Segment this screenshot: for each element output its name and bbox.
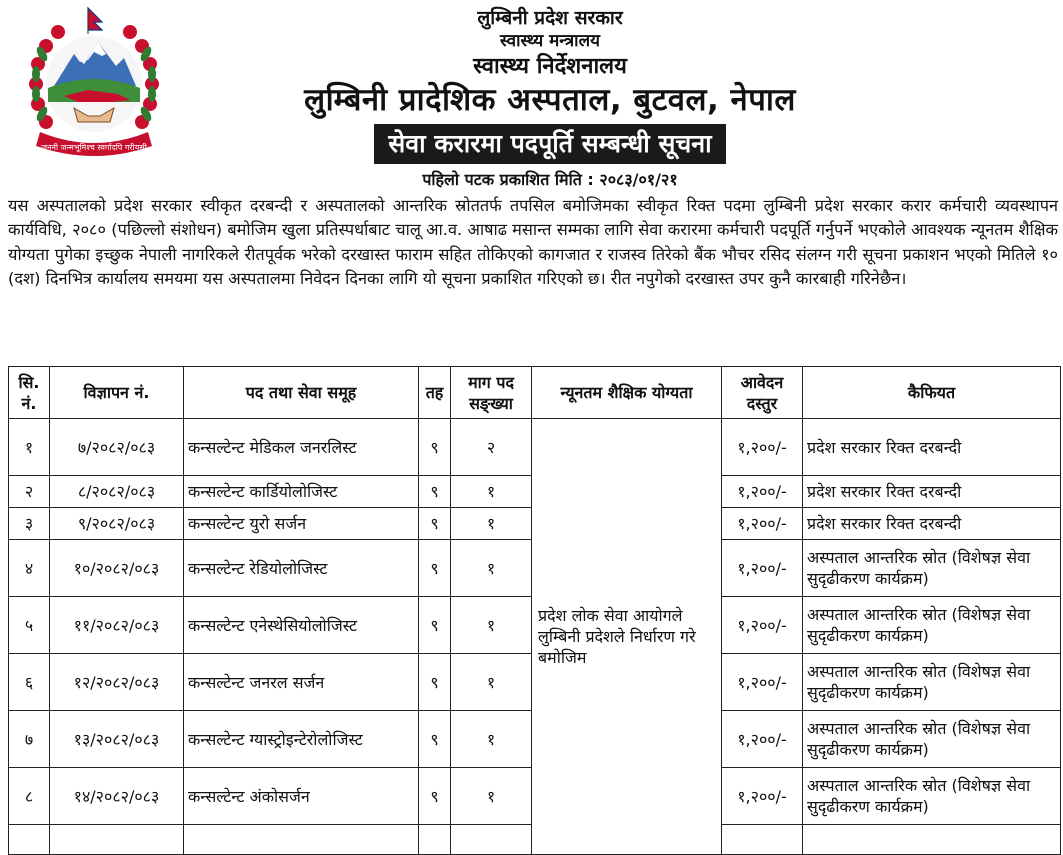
header-remarks: कैफियत xyxy=(803,367,1061,419)
cell-level: ९ xyxy=(419,476,451,508)
cell-count: १ xyxy=(451,768,532,825)
cell-sn: १ xyxy=(9,419,50,476)
notice-body: यस अस्पतालको प्रदेश सरकार स्वीकृत दरबन्दी र अस्पतालको आन्तरिक स्रोततर्फ तपसिल बमोजिमका स्वीकृत रिक्त पदमा लुम्बिनी प्रदेश सरकार करार कर्मचारी व्यवस्थापन कार्यविधि, २०८० (पछिल्लो संशोधन) बमोजिम खुला प्रतिस्पर्धाबाट चालू आ.व. आषाढ मसान्त सम्मका लागि सेवा करारमा कर्मचारी पदपूर्ति गर्नुपर्ने भएकोले आवश्यक न्यूनतम शैक्षिक योग्यता पुगेका इच्छुक नेपाली नागरिकले रीतपूर्वक भरेको दरखास्त फाराम सहित तोकिएको कागजात र राजस्व तिरेको बैंक भौचर रसिद संलग्न गरी सूचना प्रकाशन भएको मितिले १० (दश) दिनभित्र कार्यालय समयमा यस अस्पतालमा निवेदन दिनका लागि यो सूचना प्रकाशित गरिएको छ। रीत नपुगेको दरखास्त उपर कुनै कारबाही गरिनेछैन। xyxy=(8,196,1058,289)
cell-adno: १४/२०८२/०८३ xyxy=(50,768,184,825)
cell-adno: ११/२०८२/०८३ xyxy=(50,597,184,654)
header-sn: सि. नं. xyxy=(9,367,50,419)
cell-fee: १,२००/- xyxy=(722,540,803,597)
cell-fee: १,२००/- xyxy=(722,711,803,768)
cell-level: ९ xyxy=(419,711,451,768)
header-line-ministry: स्वास्थ्य मन्त्रालय xyxy=(500,31,600,51)
cell-post: कन्सल्टेन्ट मेडिकल जनरलिस्ट xyxy=(184,419,419,476)
cell-empty xyxy=(50,825,184,855)
cell-fee: १,२००/- xyxy=(722,597,803,654)
cell-post: कन्सल्टेन्ट रेडियोलोजिस्ट xyxy=(184,540,419,597)
cell-fee: १,२००/- xyxy=(722,768,803,825)
table-row xyxy=(9,419,1061,476)
cell-level: ९ xyxy=(419,768,451,825)
cell-empty xyxy=(722,825,803,855)
header-line-province: लुम्बिनी प्रदेश सरकार xyxy=(477,7,623,29)
cell-count: १ xyxy=(451,654,532,711)
cell-sn: ८ xyxy=(9,768,50,825)
cell-post: कन्सल्टेन्ट अंकोसर्जन xyxy=(184,768,419,825)
nepal-emblem xyxy=(18,4,170,164)
notice-banner: सेवा करारमा पदपूर्ति सम्बन्धी सूचना xyxy=(374,124,725,164)
cell-level: ९ xyxy=(419,508,451,540)
vacancy-table xyxy=(8,366,1061,855)
cell-sn: २ xyxy=(9,476,50,508)
cell-remarks: प्रदेश सरकार रिक्त दरबन्दी xyxy=(803,508,1061,540)
cell-empty xyxy=(451,825,532,855)
cell-count: १ xyxy=(451,508,532,540)
cell-remarks: प्रदेश सरकार रिक्त दरबन्दी xyxy=(803,476,1061,508)
cell-fee: १,२००/- xyxy=(722,654,803,711)
cell-remarks: अस्पताल आन्तरिक स्रोत (विशेषज्ञ सेवा सुदृढीकरण कार्यक्रम) xyxy=(803,597,1061,654)
header-level: तह xyxy=(419,367,451,419)
cell-post: कन्सल्टेन्ट जनरल सर्जन xyxy=(184,654,419,711)
cell-count: १ xyxy=(451,597,532,654)
cell-level: ९ xyxy=(419,654,451,711)
cell-remarks: अस्पताल आन्तरिक स्रोत (विशेषज्ञ सेवा सुदृढीकरण कार्यक्रम) xyxy=(803,768,1061,825)
cell-post: कन्सल्टेन्ट एनेस्थेसियोलोजिस्ट xyxy=(184,597,419,654)
cell-empty xyxy=(803,825,1061,855)
header-qualification: न्यूनतम शैक्षिक योग्यता xyxy=(532,367,722,419)
notice-banner-wrap xyxy=(170,124,930,164)
cell-adno: ७/२०८२/०८३ xyxy=(50,419,184,476)
cell-fee: १,२००/- xyxy=(722,508,803,540)
cell-empty xyxy=(9,825,50,855)
cell-post: कन्सल्टेन्ट कार्डियोलोजिस्ट xyxy=(184,476,419,508)
cell-sn: ४ xyxy=(9,540,50,597)
cell-empty xyxy=(184,825,419,855)
cell-level: ९ xyxy=(419,419,451,476)
cell-count: १ xyxy=(451,711,532,768)
table-header-row xyxy=(9,367,1061,419)
cell-remarks: अस्पताल आन्तरिक स्रोत (विशेषज्ञ सेवा सुदृढीकरण कार्यक्रम) xyxy=(803,711,1061,768)
cell-sn: ३ xyxy=(9,508,50,540)
cell-empty xyxy=(419,825,451,855)
header-adno: विज्ञापन नं. xyxy=(50,367,184,419)
cell-sn: ७ xyxy=(9,711,50,768)
cell-remarks: अस्पताल आन्तरिक स्रोत (विशेषज्ञ सेवा सुदृढीकरण कार्यक्रम) xyxy=(803,654,1061,711)
cell-fee: १,२००/- xyxy=(722,419,803,476)
cell-remarks: अस्पताल आन्तरिक स्रोत (विशेषज्ञ सेवा सुदृढीकरण कार्यक्रम) xyxy=(803,540,1061,597)
emblem-motto: जननी जन्मभूमिश्च स्वर्गादपि गरीयसी xyxy=(41,143,147,152)
cell-adno: १३/२०८२/०८३ xyxy=(50,711,184,768)
cell-qualification: प्रदेश लोक सेवा आयोगले लुम्बिनी प्रदेशले निर्धारण गरे बमोजिम xyxy=(532,419,722,855)
cell-adno: १०/२०८२/०८३ xyxy=(50,540,184,597)
header-post: पद तथा सेवा समूह xyxy=(184,367,419,419)
cell-level: ९ xyxy=(419,540,451,597)
header-line-directorate: स्वास्थ्य निर्देशनालय xyxy=(473,54,627,79)
cell-adno: ८/२०८२/०८३ xyxy=(50,476,184,508)
cell-count: १ xyxy=(451,540,532,597)
cell-sn: ६ xyxy=(9,654,50,711)
cell-fee: १,२००/- xyxy=(722,476,803,508)
cell-adno: ९/२०८२/०८३ xyxy=(50,508,184,540)
cell-count: १ xyxy=(451,476,532,508)
cell-post: कन्सल्टेन्ट ग्यास्ट्रोइन्टेरोलोजिस्ट xyxy=(184,711,419,768)
header-line-hospital: लुम्बिनी प्रादेशिक अस्पताल, बुटवल, नेपाल xyxy=(304,82,796,118)
cell-post: कन्सल्टेन्ट युरो सर्जन xyxy=(184,508,419,540)
publication-date: पहिलो पटक प्रकाशित मिति : २०८३/०१/२१ xyxy=(422,170,678,189)
cell-level: ९ xyxy=(419,597,451,654)
header-count: माग पद सङ्ख्या xyxy=(451,367,532,419)
header-fee: आवेदन दस्तुर xyxy=(722,367,803,419)
cell-sn: ५ xyxy=(9,597,50,654)
cell-adno: १२/२०८२/०८३ xyxy=(50,654,184,711)
cell-count: २ xyxy=(451,419,532,476)
cell-remarks: प्रदेश सरकार रिक्त दरबन्दी xyxy=(803,419,1061,476)
